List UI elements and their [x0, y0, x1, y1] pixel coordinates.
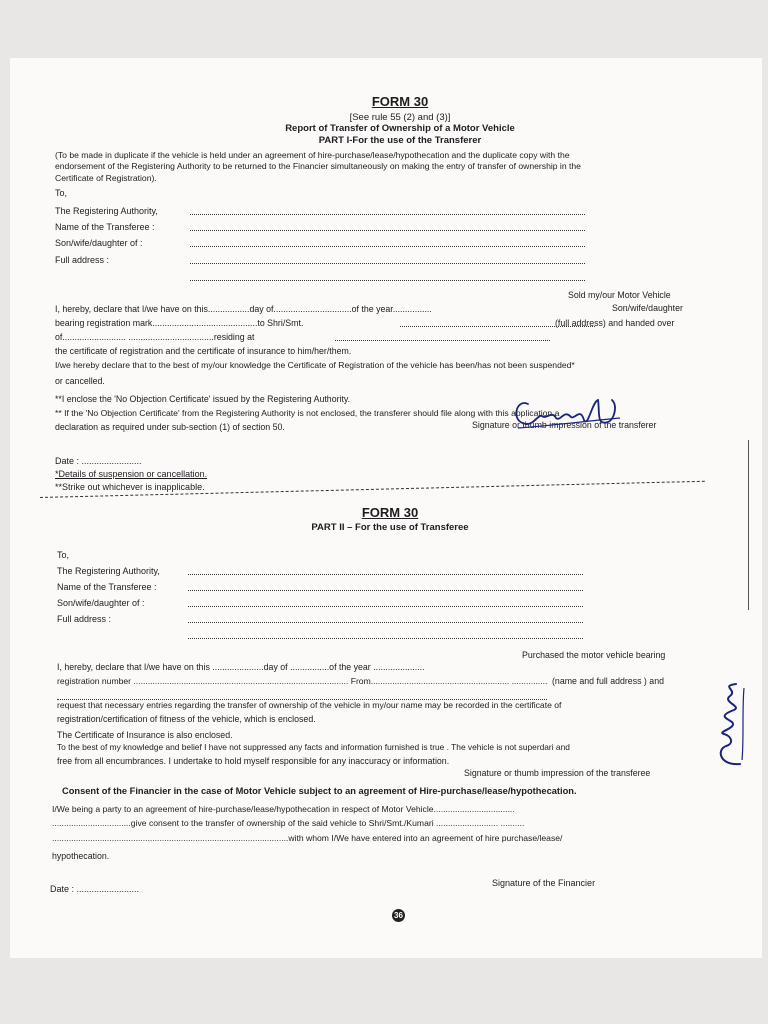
intro-line-1: (To be made in duplicate if the vehicle is held under an agreement of hire-purchase/lease/hypothecation and the duplicate copy with the	[55, 150, 570, 160]
part1-title: PART I-For the use of the Transferer	[318, 135, 482, 146]
consent-line-4: hypothecation.	[52, 851, 110, 861]
consent-line-2: .................................give consent to the transfer of ownership of the said vehicle to Shri/Smt./Kumari .......................... ..........	[52, 818, 525, 828]
full-address-field-1[interactable]	[190, 263, 585, 264]
noc-line-1: **I enclose the 'No Objection Certificate' issued by the Registering Authority.	[55, 394, 351, 404]
part2-title: PART II – For the use of Transferee	[311, 522, 469, 533]
relation-label: Son/wife/daughter of :	[55, 238, 143, 248]
consent-line-3: ...................................................................................................with whom I/We have entered into an agreement of hire purchase/lease/	[52, 833, 563, 843]
declaration-line-6: or cancelled.	[55, 376, 105, 386]
declaration-line-2b: Son/wife/daughter	[612, 303, 683, 313]
full-address-label-part2: Full address :	[57, 614, 112, 624]
insurance-enclosed: The Certificate of Insurance is also enclosed.	[57, 730, 233, 740]
registering-authority-field-part2[interactable]	[188, 574, 583, 575]
declaration-line-3a: of.......................... ...................................residing at	[55, 332, 255, 342]
report-title: Report of Transfer of Ownership of a Motor Vehicle	[285, 123, 515, 134]
transferee-signature-image	[712, 680, 748, 770]
knowledge-line-1: To the best of my knowledge and belief I have not suppressed any facts and information furnished is true . The vehicle is not superdari and	[57, 742, 570, 752]
footnote-strike-out: **Strike out whichever is inapplicable.	[55, 482, 205, 492]
registering-authority-label-part2: The Registering Authority,	[57, 566, 160, 576]
registering-authority-label: The Registering Authority,	[55, 206, 158, 216]
page-edge-mark	[748, 440, 753, 610]
consent-line-1: I/We being a party to an agreement of hire-purchase/lease/hypothecation in respect of Motor Vehicle..................................	[52, 804, 515, 814]
part2-declaration-1b: Purchased the motor vehicle bearing	[522, 650, 666, 660]
financier-signature-label: Signature of the Financier	[492, 878, 596, 888]
full-address-label: Full address :	[55, 255, 110, 265]
residing-at-field[interactable]	[335, 340, 550, 341]
declaration-line-3b: (full address) and handed over	[555, 318, 675, 328]
intro-line-2: endorsement of the Registering Authority to be returned to the Financier simultaneously on making the entry of transfer of ownership in the	[55, 161, 581, 171]
page-number-badge: 36	[392, 909, 405, 922]
form-title-part2: FORM 30	[361, 505, 419, 520]
declaration-line-2a: bearing registration mark...........................................to Shri/Smt.	[55, 318, 304, 328]
noc-line-3: declaration as required under sub-section (1) of section 50.	[55, 422, 285, 432]
part2-declaration-2: registration number .......................................................................................... From.......................................................... ...............	[57, 676, 548, 686]
declaration-line-5: I/we hereby declare that to the best of my/our knowledge the Certificate of Registration of the vehicle has been/has not been suspended*	[55, 360, 575, 370]
transferer-signature-label: Signature or thumb impression of the transferer	[472, 420, 657, 430]
to-label-part2: To,	[57, 550, 70, 560]
full-address-field-part2-1[interactable]	[188, 622, 583, 623]
transferee-name-label: Name of the Transferee :	[55, 222, 155, 232]
part1-date: Date : ........................	[55, 456, 142, 466]
part2-declaration-5: registration/certification of fitness of the vehicle, which is enclosed.	[57, 714, 316, 724]
relation-label-part2: Son/wife/daughter of :	[57, 598, 145, 608]
transferee-name-label-part2: Name of the Transferee :	[57, 582, 157, 592]
footnote-suspension: *Details of suspension or cancellation.	[55, 469, 208, 479]
registering-authority-field[interactable]	[190, 214, 585, 215]
consent-title: Consent of the Financier in the case of Motor Vehicle subject to an agreement of Hire-purchase/lease/hypothecation.	[62, 786, 577, 796]
full-address-field-part2-2[interactable]	[188, 638, 583, 639]
transferee-signature-label: Signature or thumb impression of the transferee	[464, 768, 651, 778]
full-address-field-2[interactable]	[190, 280, 585, 281]
noc-line-2: ** If the 'No Objection Certificate' from the Registering Authority is not enclosed, the transferer should file along with this application a	[55, 408, 560, 418]
knowledge-line-2: free from all encumbrances. I undertake to hold myself responsible for any inaccuracy or information.	[57, 756, 450, 766]
to-label: To,	[55, 188, 68, 198]
relation-field[interactable]	[190, 246, 585, 247]
part2-date: Date : .........................	[50, 884, 140, 894]
declaration-line-4: the certificate of registration and the certificate of insurance to him/her/them.	[55, 346, 352, 356]
declaration-line-1b: Sold my/our Motor Vehicle	[568, 290, 671, 300]
form-title-part1: FORM 30	[371, 94, 429, 109]
part2-declaration-4: request that necessary entries regarding the transfer of ownership of the vehicle in my/our name may be recorded in the certificate of	[57, 700, 562, 710]
relation-field-part2[interactable]	[188, 606, 583, 607]
part2-declaration-3b: (name and full address ) and	[552, 676, 664, 686]
part2-declaration-1a: I, hereby, declare that I/we have on this .....................day of ................of the year .....................	[57, 662, 425, 672]
rule-reference: [See rule 55 (2) and (3)]	[349, 112, 451, 123]
transferer-signature-image	[508, 392, 628, 432]
transferee-name-field[interactable]	[190, 230, 585, 231]
declaration-line-1a: I, hereby, declare that I/we have on this.................day of................................of the year................	[55, 304, 432, 314]
transferee-name-field-part2[interactable]	[188, 590, 583, 591]
intro-line-3: Certificate of Registration).	[55, 173, 157, 183]
